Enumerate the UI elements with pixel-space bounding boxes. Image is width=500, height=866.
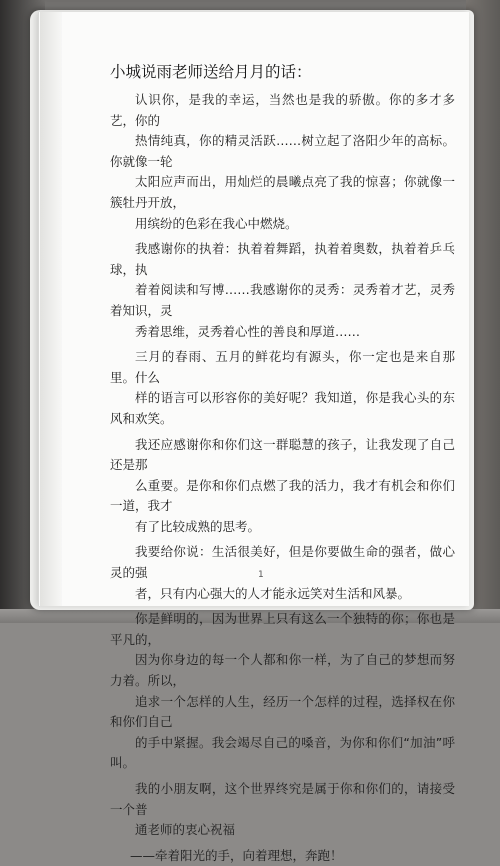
paragraph-3	[110, 347, 455, 429]
paragraph-2	[110, 239, 455, 342]
text-line: 么重要。是你和你们点燃了我的活力，我才有机会和你们一道，我才	[110, 477, 455, 514]
text-line: 有了比较成熟的思考。	[135, 518, 261, 534]
text-line: 你是鲜明的，因为世界上只有这么一个独特的你；你也是平凡的，	[110, 611, 455, 647]
text-line: 我的小朋友啊，这个世界终究是属于你和你们的，请接受一个普	[110, 781, 455, 817]
page-binding	[40, 12, 62, 606]
paragraph-5	[110, 542, 455, 604]
text-line: 通老师的衷心祝福	[135, 822, 236, 838]
text-line: 的手中紧握。我会竭尽自己的嗓音，为你和你们“加油”呼叫。	[110, 734, 455, 771]
page-number: 1	[258, 570, 264, 580]
paragraph-6	[110, 609, 455, 774]
text-line: 样的语言可以形容你的美好呢？我知道，你是我心头的东风和欢笑。	[110, 390, 455, 426]
text-line: 我还应感谢你和你们这一群聪慧的孩子，让我发现了自己还是那	[110, 436, 455, 473]
text-line: 我感谢你的执着：执着着舞蹈，执着着奥数，执着着乒乓球，执	[110, 241, 455, 277]
text-line: 者，只有内心强大的人才能永远笑对生活和风暴。	[135, 585, 411, 601]
text-line: 秀着思维，灵秀着心性的善良和厚道……	[135, 323, 361, 339]
document-title: 小城说雨老师送给月月的话：	[110, 63, 312, 81]
text-line: 太阳应声而出，用灿烂的晨曦点亮了我的惊喜；你就像一簇牡丹开放，	[110, 174, 455, 210]
document-content	[110, 62, 455, 866]
closing-line: ——牵着阳光的手，向着理想，奔跑！	[130, 847, 343, 863]
text-line: 用缤纷的色彩在我心中燃烧。	[135, 215, 298, 231]
text-line: 追求一个怎样的人生，经历一个怎样的过程，选择权在你和你们自己	[110, 693, 455, 730]
text-line: 着着阅读和写博……我感谢你的灵秀：灵秀着才艺，灵秀着知识，灵	[110, 282, 455, 318]
paragraph-1	[110, 90, 455, 234]
text-line: 我要给你说：生活很美好，但是你要做生命的强者，做心灵的强	[110, 544, 455, 581]
text-line: 三月的春雨、五月的鲜花均有源头，你一定也是来自那里。什么	[110, 349, 455, 385]
text-line: 因为你身边的每一个人都和你一样，为了自己的梦想而努力着。所以，	[110, 652, 455, 689]
paragraph-4	[110, 435, 455, 538]
text-line: 热情纯真，你的精灵活跃……树立起了洛阳少年的高标。你就像一轮	[110, 133, 455, 169]
paragraph-7	[110, 779, 455, 841]
text-line: 认识你，是我的幸运，当然也是我的骄傲。你的多才多艺，你的	[110, 92, 455, 128]
